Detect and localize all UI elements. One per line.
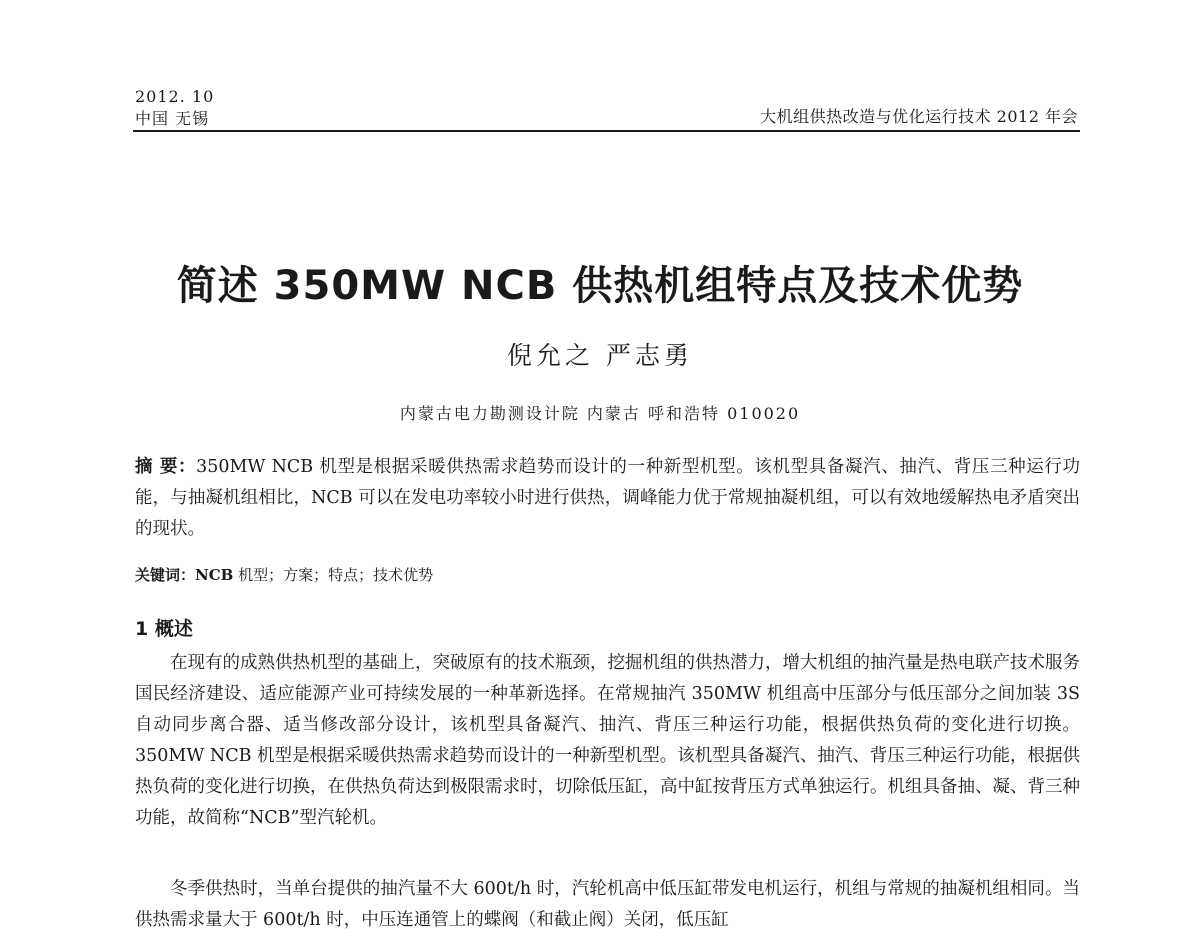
keyword-ncb: NCB: [195, 566, 234, 584]
header-rule: [133, 130, 1080, 132]
abstract: [135, 452, 1080, 545]
paper-title: 简述 350MW NCB 供热机组特点及技术优势: [176, 263, 1024, 309]
body-paragraph: 冬季供热时，当单台提供的抽汽量不大 600t/h 时，汽轮机高中低压缸带发电机运行，机组与常规的抽凝机组相同。当供热需求量大于 600t/h 时，中压连通管上的蝶阀（和截止阀）关闭，低压缸: [135, 879, 1080, 930]
paper-authors: 倪允之 严志勇: [507, 341, 693, 370]
keywords: [135, 562, 1080, 588]
header-location: 中国 无锡: [135, 109, 210, 128]
section-heading: 1 概述: [135, 618, 193, 640]
keyword-rest: 机型；方案；特点；技术优势: [233, 566, 434, 584]
abstract-label: 摘 要：: [135, 457, 197, 477]
body-paragraph: 在现有的成熟供热机型的基础上，突破原有的技术瓶颈，挖掘机组的供热潜力，增大机组的抽汽量是热电联产技术服务国民经济建设、适应能源产业可持续发展的一种革新选择。在常规抽汽 350MW 机组高中压部分与低压部分之间加装 3S 自动同步离合器、适当修改部分设计，该机型具备凝汽、抽汽、背压三种运行功能，根据供热负荷的变化进行切换。350MW NCB 机型是根据采暖供热需求趋势而设计的一种新型机型。该机型具备凝汽、抽汽、背压三种运行功能，根据供热负荷的变化进行切换，在供热负荷达到极限需求时，切除低压缸，高中缸按背压方式单独运行。机组具备抽、凝、背三种功能，故简称“NCB”型汽轮机。: [135, 653, 1080, 828]
abstract-text: 350MW NCB 机型是根据采暖供热需求趋势而设计的一种新型机型。该机型具备凝汽、抽汽、背压三种运行功能，与抽凝机组相比，NCB 可以在发电功率较小时进行供热，调峰能力优于常规抽凝机组，可以有效地缓解热电矛盾突出的现状。: [135, 457, 1081, 539]
header-conference: 大机组供热改造与优化运行技术 2012 年会: [760, 107, 1078, 126]
header-date: 2012. 10: [135, 87, 215, 106]
keywords-label: 关键词：: [135, 566, 196, 584]
running-header-left: [135, 86, 214, 130]
paper-affiliation: 内蒙古电力勘测设计院 内蒙古 呼和浩特 010020: [399, 404, 801, 423]
